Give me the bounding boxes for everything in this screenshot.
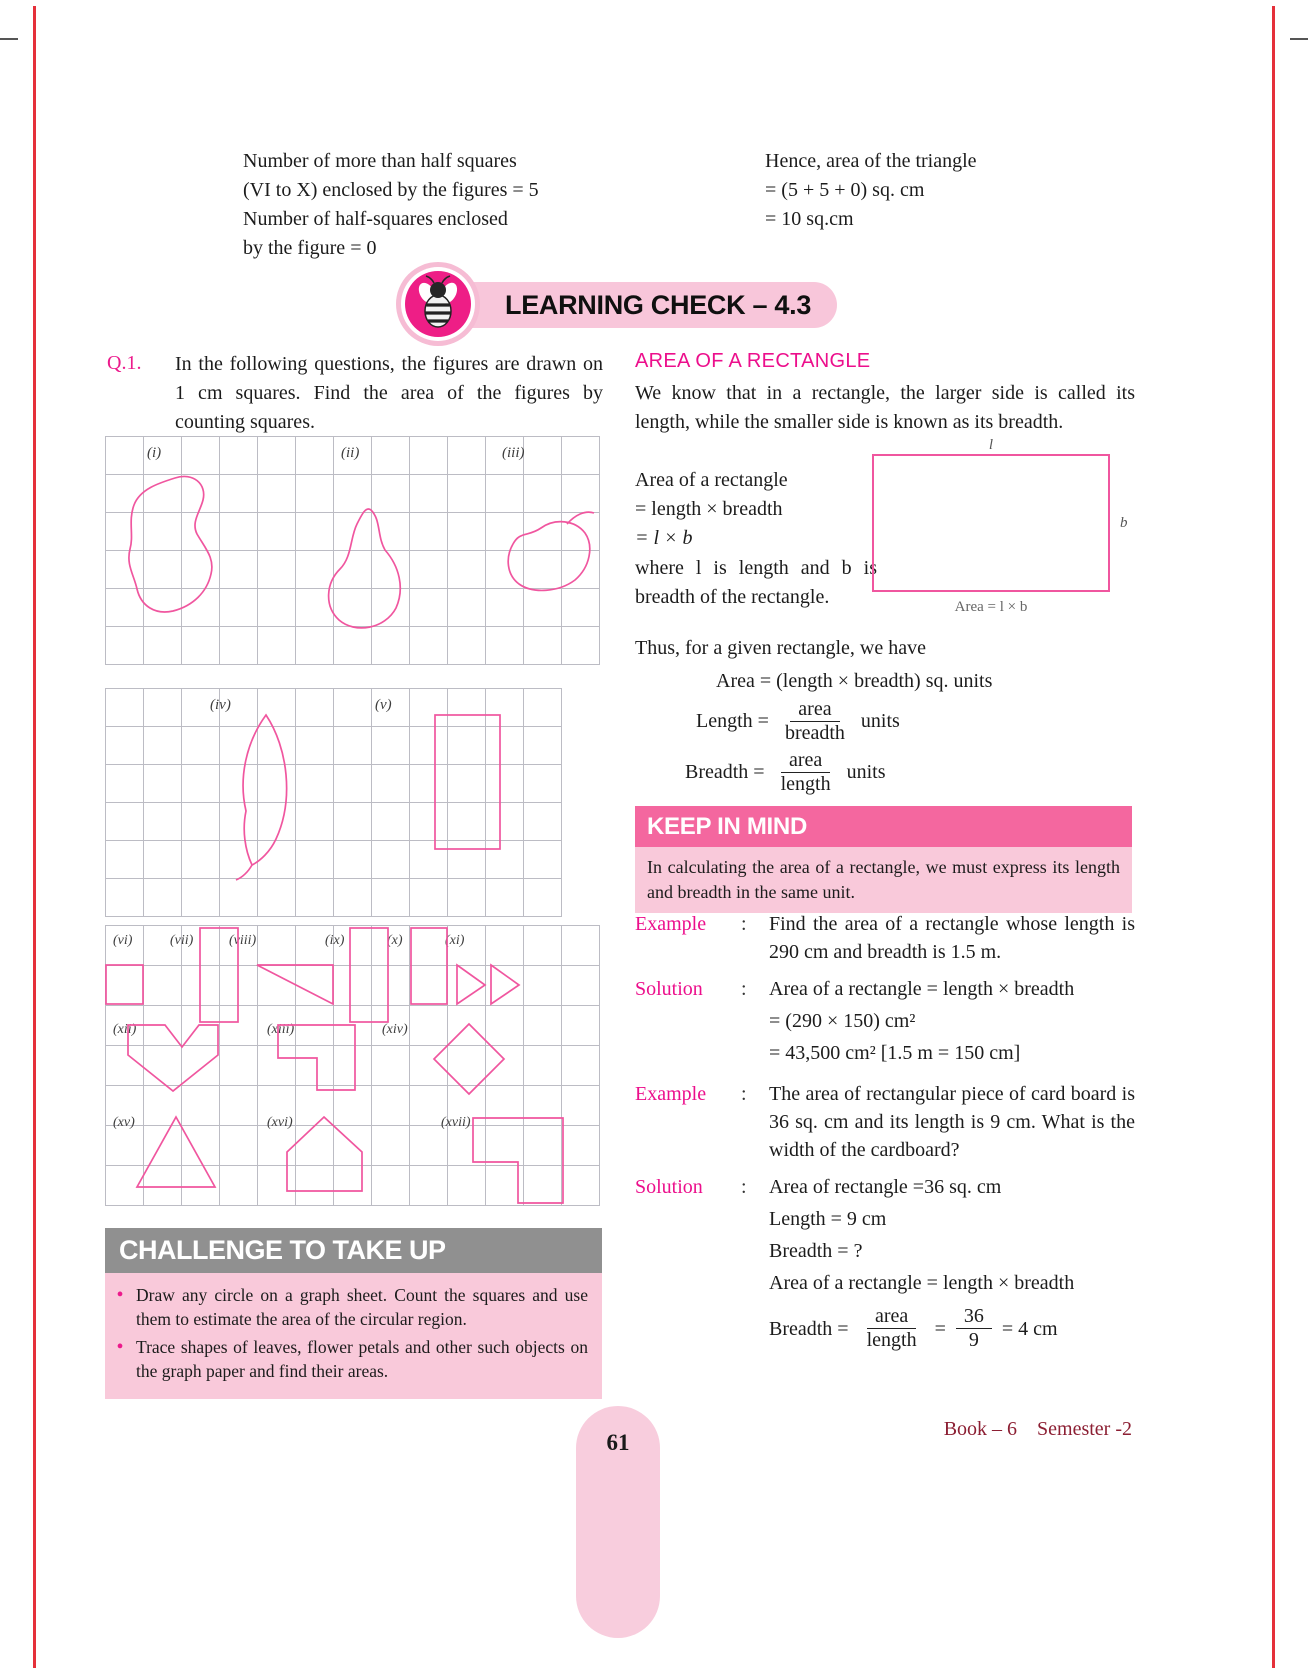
question-text: In the following questions, the figures are drawn on 1 cm squares. Find the area of the figures by counting squares. xyxy=(175,353,603,433)
formula-result: = 4 cm xyxy=(1001,1317,1058,1340)
figure-xvi-shape xyxy=(287,1117,362,1191)
figure-label-v: (v) xyxy=(375,697,392,713)
formula-lhs: Breadth = xyxy=(685,761,765,783)
text-line: = l × b xyxy=(635,527,693,549)
solution-2 xyxy=(635,1173,1135,1352)
text-line: Area of a rectangle xyxy=(635,469,788,491)
figure-ix-shape xyxy=(350,928,388,1022)
question-number: Q.1. xyxy=(107,352,142,374)
solution-1 xyxy=(635,975,1135,1071)
text-line: = 10 sq.cm xyxy=(765,208,854,230)
grid-figure-3 xyxy=(105,925,600,1206)
solution-label: Solution xyxy=(635,978,703,1000)
figure-xv-shape xyxy=(137,1117,215,1187)
figure-vi-shape xyxy=(106,965,143,1004)
text-line: by the figure = 0 xyxy=(243,237,377,259)
equals-sign: = xyxy=(934,1317,946,1340)
text-line: = (5 + 5 + 0) sq. cm xyxy=(765,179,925,201)
examples-section xyxy=(635,910,1135,1361)
text-line: Hence, area of the triangle xyxy=(765,150,977,172)
text-line: Number of half-squares enclosed xyxy=(243,208,508,230)
figure-label-iii: (iii) xyxy=(502,445,525,461)
crop-mark-top-left xyxy=(0,38,18,40)
figure-v-rectangle xyxy=(435,715,500,849)
length-formula xyxy=(696,698,900,745)
example-2 xyxy=(635,1080,1135,1164)
challenge-box xyxy=(105,1273,602,1399)
formula-lhs: Breadth = xyxy=(769,1317,849,1340)
grid-figure-1 xyxy=(105,436,600,665)
figure-iv-leaf-shape xyxy=(243,715,287,865)
thus-text: Thus, for a given rectangle, we have xyxy=(635,637,926,659)
keep-in-mind-title: KEEP IN MIND xyxy=(647,813,807,840)
figure-i-shape xyxy=(129,476,212,612)
breadth-calculation xyxy=(769,1305,1135,1352)
figure-iii-shape xyxy=(508,522,590,591)
fraction-denominator: length xyxy=(780,773,831,795)
colon: : xyxy=(741,1083,747,1105)
text-line: (VI to X) enclosed by the figures = 5 xyxy=(243,179,539,201)
breadth-label: b xyxy=(1120,515,1128,531)
fraction xyxy=(956,1305,992,1352)
solution-line: Area of rectangle =36 sq. cm xyxy=(769,1176,1002,1198)
formula-units: units xyxy=(846,761,886,783)
figure-label-iv: (iv) xyxy=(210,697,231,713)
figure-label-ix: (ix) xyxy=(325,933,345,948)
figure-label-xvii: (xvii) xyxy=(441,1115,471,1130)
left-margin-rule xyxy=(33,6,36,1668)
figure-xii-shape xyxy=(128,1025,218,1091)
grid-figure-2 xyxy=(105,688,562,917)
bullet-text: Trace shapes of leaves, flower petals and other such objects on the graph paper and find their areas. xyxy=(136,1337,588,1381)
area-equals-formula: Area = (length × breadth) sq. units xyxy=(716,670,993,692)
figure-label-xiv: (xiv) xyxy=(382,1022,408,1037)
keep-in-mind-note: In calculating the area of a rectangle, we must express its length and breadth in the same unit. xyxy=(635,847,1132,913)
figure-label-xv: (xv) xyxy=(113,1115,135,1130)
solution-line: Breadth = ? xyxy=(769,1240,863,1262)
figure-xvii-shape xyxy=(473,1118,563,1203)
solution-line: Area of a rectangle = length × breadth xyxy=(769,978,1075,1000)
bullet-icon: • xyxy=(116,1284,124,1306)
example-text: The area of rectangular piece of card board is 36 sq. cm and its length is 9 cm. What is the width of the cardboard? xyxy=(769,1083,1135,1161)
figure-xi-shape-2 xyxy=(491,965,519,1004)
page-number-pill xyxy=(576,1406,660,1638)
figure-xiii-shape xyxy=(278,1025,355,1090)
fraction-numerator: area xyxy=(790,698,839,722)
example-label: Example xyxy=(635,913,707,935)
breadth-formula xyxy=(685,749,886,796)
bullet-icon: • xyxy=(116,1336,124,1358)
text-line: Number of more than half squares xyxy=(243,150,517,172)
solution-label: Solution xyxy=(635,1176,703,1198)
figure-label-xiii: (xiii) xyxy=(267,1022,295,1037)
challenge-title: CHALLENGE TO TAKE UP xyxy=(119,1235,446,1265)
figure-xiv-shape xyxy=(434,1024,504,1094)
figure-iii-tail xyxy=(567,512,594,524)
figure-label-xvi: (xvi) xyxy=(267,1115,293,1130)
keep-in-mind-banner xyxy=(635,806,1132,847)
figure-label-viii: (viii) xyxy=(229,933,257,948)
figure-label-vi: (vi) xyxy=(113,933,133,948)
figure-label-xi: (xi) xyxy=(445,933,465,948)
solution-line: = (290 × 150) cm² xyxy=(769,1010,916,1032)
fraction xyxy=(777,698,853,745)
figure-vii-shape xyxy=(200,928,238,1022)
top-left-text xyxy=(243,147,613,263)
figure-label-i: (i) xyxy=(147,445,162,461)
fraction-denominator: length xyxy=(866,1329,917,1351)
section-intro: We know that in a rectangle, the larger side is called its length, while the smaller side is known as its breadth. xyxy=(635,382,1135,433)
fraction-denominator: 9 xyxy=(968,1329,979,1351)
crop-mark-top-right xyxy=(1290,38,1308,40)
figure-label-ii: (ii) xyxy=(341,445,360,461)
figure-iv-leaf-tail xyxy=(236,865,252,880)
fraction-denominator: breadth xyxy=(784,722,845,744)
figure-xi-shape-1 xyxy=(457,965,485,1004)
page-number: 61 xyxy=(606,1430,630,1455)
text-line: = length × breadth xyxy=(635,498,783,520)
length-label: l xyxy=(988,437,994,453)
figure-viii-shape xyxy=(257,965,333,1004)
rectangle-outline xyxy=(872,454,1110,592)
bullet-text: Draw any circle on a graph sheet. Count the squares and use them to estimate the area of the circular region. xyxy=(136,1285,588,1329)
rectangle-diagram xyxy=(872,437,1136,616)
figure-label-x: (x) xyxy=(387,933,403,948)
section-heading-area-of-rectangle: AREA OF A RECTANGLE xyxy=(635,350,871,372)
bee-mascot-icon xyxy=(396,262,480,346)
where-text: where l is length and b is breadth of the rectangle. xyxy=(635,557,877,608)
figure-label-xii: (xii) xyxy=(113,1022,137,1037)
challenge-bullet-1 xyxy=(113,1283,588,1331)
diagram-caption: Area = l × b xyxy=(954,599,1028,615)
fraction-numerator: area xyxy=(781,749,830,773)
challenge-bullet-2 xyxy=(113,1335,588,1383)
solution-line: Area of a rectangle = length × breadth xyxy=(769,1272,1075,1294)
colon: : xyxy=(741,913,747,935)
example-label: Example xyxy=(635,1083,707,1105)
solution-line: Length = 9 cm xyxy=(769,1208,887,1230)
figure-label-vii: (vii) xyxy=(170,933,194,948)
colon: : xyxy=(741,978,747,1000)
book-footer: Book – 6 Semester -2 xyxy=(943,1418,1132,1440)
fraction-numerator: area xyxy=(867,1305,916,1329)
figure-x-shape xyxy=(411,928,447,1004)
example-1 xyxy=(635,910,1135,966)
fraction xyxy=(773,749,839,796)
fraction xyxy=(859,1305,925,1352)
figure-ii-shape xyxy=(329,509,401,628)
solution-line: = 43,500 cm² [1.5 m = 150 cm] xyxy=(769,1042,1021,1064)
formula-units: units xyxy=(860,710,900,732)
colon: : xyxy=(741,1176,747,1198)
fraction-numerator: 36 xyxy=(956,1305,992,1329)
formula-lhs: Length = xyxy=(696,710,769,732)
learning-check-title: LEARNING CHECK – 4.3 xyxy=(505,290,812,320)
right-margin-rule xyxy=(1272,6,1275,1668)
example-text: Find the area of a rectangle whose length is 290 cm and breadth is 1.5 m. xyxy=(769,913,1135,963)
top-right-text xyxy=(765,147,1105,234)
area-formula-lines xyxy=(635,466,877,612)
challenge-banner xyxy=(105,1228,602,1273)
